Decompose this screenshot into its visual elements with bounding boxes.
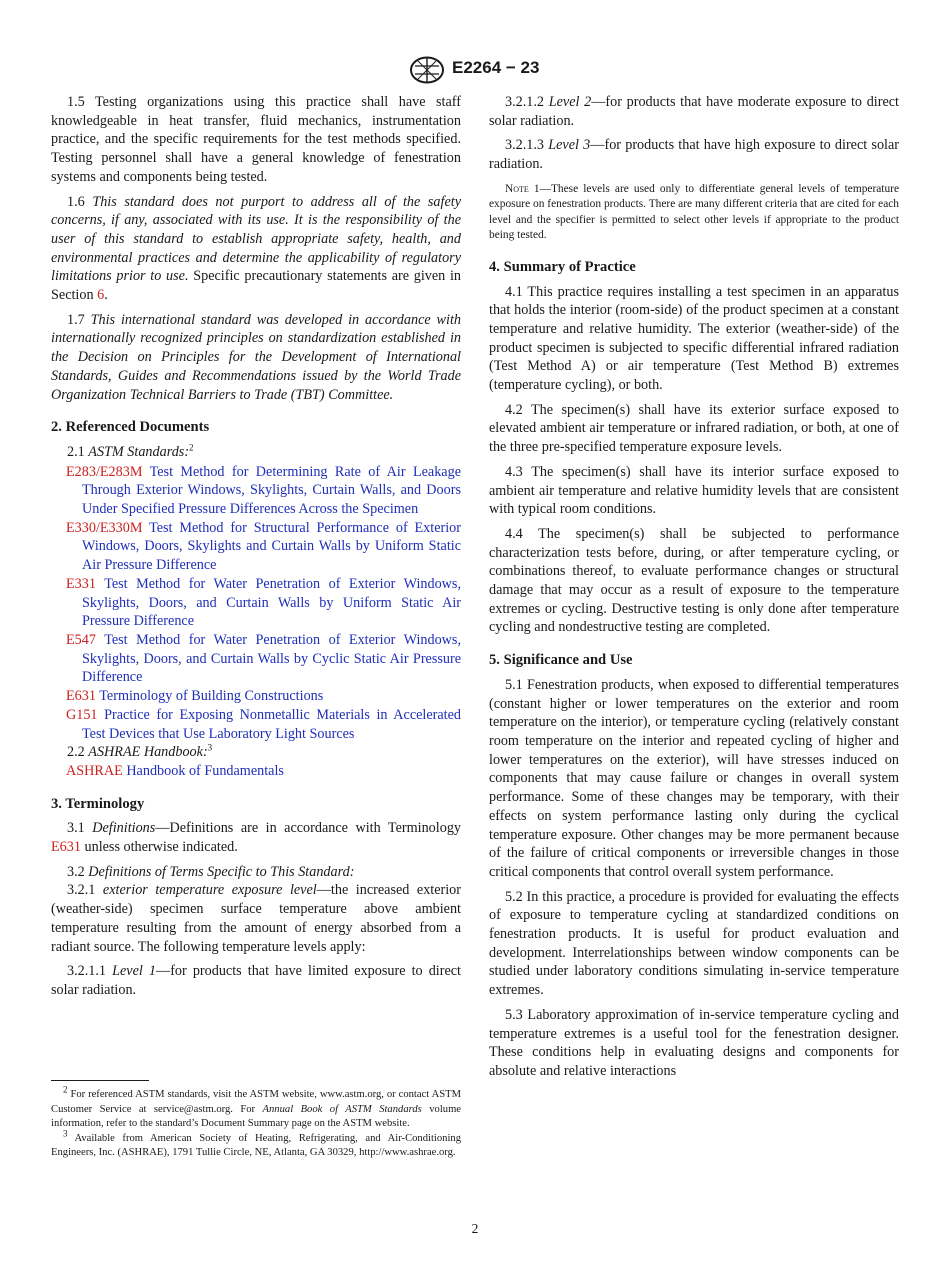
- paragraph-4-4: 4.4 The specimen(s) shall be subjected to performance characterization tests before, during, or after temperature cycling, or combinations thereof, to evaluate performance changes or structural damage that may occur as a result of exposure to the temperature extremes or cycling. Destructive testing is only done after temperature cycling and nondestructive testing are completed.: [489, 525, 899, 636]
- reference-item[interactable]: G151 Practice for Exposing Nonmetallic Materials in Accelerated Test Devices that Use Laboratory Light Sources: [66, 706, 462, 742]
- e631-link[interactable]: E631: [51, 839, 81, 856]
- reference-item[interactable]: E631 Terminology of Building Constructions: [66, 688, 324, 705]
- footnotes: [51, 1084, 462, 1161]
- paragraph-4-2: 4.2 The specimen(s) shall have its exterior surface exposed to elevated ambient air temperature or infrared radiation, or both, at one of the three pre-specified temperature exposure levels.: [489, 401, 899, 456]
- reference-item-ashrae[interactable]: ASHRAE Handbook of Fundamentals: [66, 762, 284, 779]
- paragraph-1-5: 1.5 Testing organizations using this practice shall have staff knowledgeable in heat transfer, fluid mechanics, instrumentation practice, and the specific requirements for the test methods specified. Testing personnel shall have a general knowledge of fenestration systems and components being tested.: [51, 94, 461, 185]
- paragraph-2-1: 2.1 ASTM Standards:$^2$: [67, 442, 194, 460]
- paragraph-3-2-1-3: 3.2.1.3 Level 3—for products that have high exposure to direct solar radiation.: [489, 137, 899, 173]
- page-number: 2: [471, 1221, 479, 1236]
- reference-item[interactable]: E547 Test Method for Water Penetration of Exterior Windows, Skylights, Doors, and Curtain Walls by Cyclic Static Air Pressure Difference: [66, 631, 461, 686]
- paragraph-4-1: 4.1 This practice requires installing a test specimen in an apparatus that holds the interior (room-side) of the product specimen at a constant temperature and relative humidity. The exterior (weather-side) of the product specimen is subjected to specific differential infrared radiation (Test Method A) or air temperature (Test Method B) extremes (temperature cycling), or both.: [489, 283, 899, 394]
- footnote-3: $^3$ Available from American Society of Heating, Refrigerating, and Air-Conditioning Engineers, Inc. (ASHRAE), 1791 Tullie Circle, NE, Atlanta, GA 30329, http://www.ashrae.org.: [51, 1128, 461, 1159]
- footnote-2: $^2$ For referenced ASTM standards, visit the ASTM website, www.astm.org, or contact ASTM Customer Service at service@astm.org. For Annual Book of ASTM Standards volume information, refer to the standard’s Document Summary page on the ASTM website.: [51, 1084, 462, 1130]
- paragraph-4-3: 4.3 The specimen(s) shall have its interior surface exposed to ambient air temperature and relative humidity levels that are consistent with typical room conditions.: [489, 463, 899, 518]
- section-heading-5: 5. Significance and Use: [489, 652, 633, 669]
- right-column: [489, 93, 899, 1087]
- paragraph-3-1: 3.1 Definitions—Definitions are in accordance with Terminology E631 unless otherwise indicated.: [51, 820, 462, 856]
- astm-logo-icon: [409, 55, 445, 85]
- paragraph-5-1: 5.1 Fenestration products, when exposed to differential temperatures (constant higher or lower temperatures on the exterior and room temperature on the interior), or temperature cycling (relatively constant room temperature on the interior and repeated cycling of higher and lower temperatures on the exterior), will have stresses induced on components that may cause failure or changes in overall system performance. Some of these changes may be temporary, with their effects on system performance lasting only during the cyclical temperature exposure. Other changes may be more permanent because of the failure of critical components or irreversible changes in those critical components that control overall system performance.: [489, 676, 899, 880]
- paragraph-5-2: 5.2 In this practice, a procedure is provided for evaluating the effects of exposure to temperature cycling at standardized conditions on fenestration products. It is useful for product evaluation and development. Interrelationships between window components can be studied under laboratory conditions simulating in-service temperature extremes.: [489, 888, 899, 999]
- reference-item[interactable]: E283/E283M Test Method for Determining Rate of Air Leakage Through Exterior Windows, Skylights, Curtain Walls, and Doors Under Specified Pressure Differences Across the Specimen: [66, 463, 461, 518]
- paragraph-3-2-1-2: 3.2.1.2 Level 2—for products that have moderate exposure to direct solar radiation.: [489, 94, 899, 129]
- document-number: E2264 − 23: [452, 58, 540, 77]
- section-heading-2: 2. Referenced Documents: [51, 419, 210, 436]
- paragraph-3-2-1: 3.2.1 exterior temperature exposure level—the increased exterior (weather-side) specimen surface temperature above ambient temperature resulting from the amount of energy absorbed from a radiant source. The following temperature levels apply:: [51, 882, 462, 955]
- section-heading-3: 3. Terminology: [51, 795, 145, 812]
- footnote-divider: [51, 1080, 149, 1081]
- reference-item[interactable]: E330/E330M Test Method for Structural Performance of Exterior Windows, Doors, Skylights and Curtain Walls by Uniform Static Air Pressure Difference: [66, 519, 462, 574]
- paragraph-1-7: 1.7 This international standard was developed in accordance with internationally recognized principles on standardization established in the Decision on Principles for the Development of International Standards, Guides and Recommendations issued by the World Trade Organization Technical Barriers to Trade (TBT) Committee.: [51, 311, 461, 403]
- section-6-link[interactable]: 6: [97, 287, 105, 304]
- reference-item[interactable]: E331 Test Method for Water Penetration of Exterior Windows, Skylights, Doors, and Curtain Walls by Uniform Static Air Pressure Difference: [66, 575, 461, 630]
- paragraph-3-2-1-1: 3.2.1.1 Level 1—for products that have limited exposure to direct solar radiation.: [51, 963, 461, 998]
- section-heading-4: 4. Summary of Practice: [489, 258, 636, 275]
- left-column: [51, 93, 461, 1006]
- paragraph-3-2: 3.2 Definitions of Terms Specific to This Standard:: [67, 863, 355, 880]
- page-header: [0, 55, 950, 85]
- note-1: Note 1—These levels are used only to differentiate general levels of temperature exposure on fenestration products. There are many different criteria that are cited for each level and the specifier is permitted to select other levels if appropriate to the product being tested.: [489, 182, 899, 242]
- paragraph-2-2: 2.2 ASHRAE Handbook:$^3$: [67, 742, 213, 761]
- paragraph-1-6: 1.6 This standard does not purport to address all of the safety concerns, if any, associated with its use. It is the responsibility of the user of this standard to establish appropriate safety, health, and environmental practices and determine the applicability of regulatory limitations prior to use. Specific precautionary statements are given in Section 6.: [51, 193, 461, 304]
- reference-list: [51, 463, 461, 744]
- paragraph-5-3: 5.3 Laboratory approximation of in-service temperature cycling and temperature extremes is a useful tool for the fenestration designer. These conditions help in evaluating designs and components for absolute and relative interactions: [489, 1006, 899, 1079]
